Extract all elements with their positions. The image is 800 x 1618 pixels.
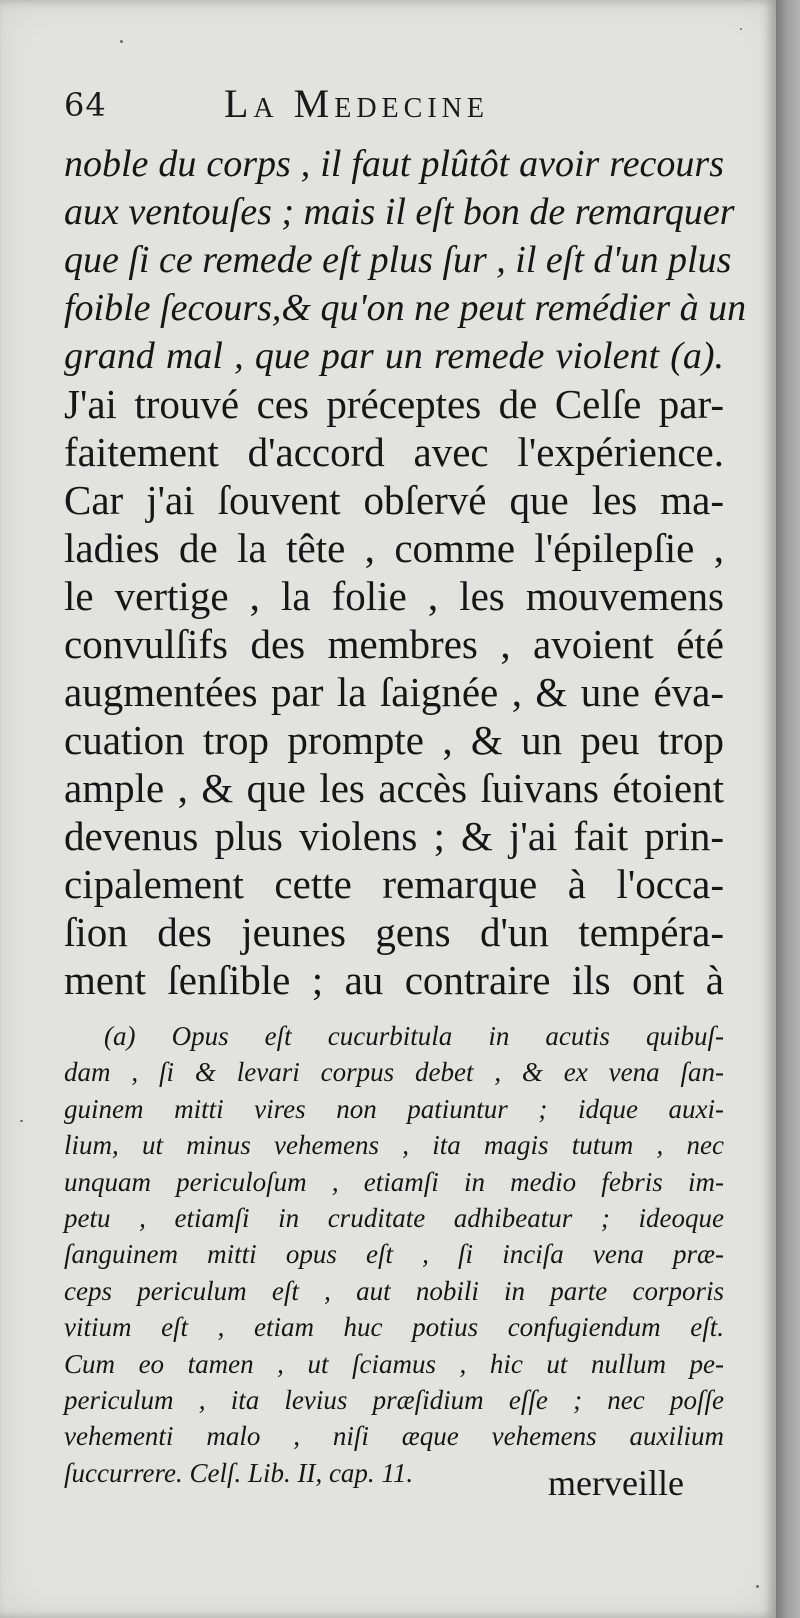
body-line: Car j'ai ſouvent obſervé que les ma- — [64, 477, 724, 523]
footnote-line: unquam periculoſum , etiamſi in medio febris im- — [64, 1166, 724, 1197]
catchword: merveille — [548, 1463, 684, 1503]
running-title: La Medecine — [224, 81, 489, 126]
body-line: augmentées par la ſaignée , & une éva- — [64, 669, 724, 715]
footnote-line: guinem mitti vires non patiuntur ; idque auxi- — [64, 1093, 724, 1124]
footnote-line: ceps periculum eſt , aut nobili in parte corporis — [64, 1275, 724, 1306]
paper-speck — [20, 1120, 23, 1122]
body-line: cipalement cette remarque à l'occa- — [64, 861, 724, 907]
body-line: ſion des jeunes gens d'un tempéra- — [64, 909, 724, 955]
running-head — [64, 80, 724, 136]
body-line: que ſi ce remede eſt plus ſur , il eſt d'un plus — [64, 239, 732, 281]
footnote-line: (a) Opus eſt cucurbitula in acutis quibuſ- — [104, 1021, 724, 1051]
body-line: convulſifs des membres , avoient été — [64, 621, 724, 667]
body-line: faitement d'accord avec l'expérience. — [64, 429, 724, 475]
footnote-line: vehementi malo , niſi æque vehemens auxilium — [64, 1421, 724, 1452]
body-line: foible ſecours,& qu'on ne peut remédier à un — [64, 287, 747, 329]
body-line: ladies de la tête , comme l'épilepſie , — [64, 525, 724, 571]
footnote-line: lium, ut minus vehemens , ita magis tutum , nec — [64, 1130, 724, 1161]
footnote-line: ſanguinem mitti opus eſt , ſi inciſa vena præ- — [64, 1239, 724, 1270]
body-line: aux ventouſes ; mais il eſt bon de remarquer — [64, 191, 735, 233]
body-line: J'ai trouvé ces préceptes de Celſe par- — [64, 381, 724, 427]
paper-speck — [756, 1585, 759, 1588]
footnote-line: vitium eſt , etiam huc potius confugiendum eſt. — [64, 1312, 724, 1343]
body-line: cuation trop prompte , & un peu trop — [64, 717, 724, 763]
footnote — [64, 1018, 724, 1491]
paper-speck — [120, 40, 123, 43]
body-line: le vertige , la folie , les mouvemens — [64, 573, 724, 619]
body-text — [64, 140, 747, 1004]
page-edge — [776, 0, 800, 1618]
body-line: ample , & que les accès ſuivans étoient — [64, 765, 724, 811]
body-line: noble du corps , il faut plûtôt avoir recours — [64, 143, 724, 185]
paper-speck — [740, 28, 742, 30]
footnote-line: petu , etiamſi in cruditate adhibeatur ; ideoque — [64, 1202, 724, 1233]
footnote-line: dam , ſi & levari corpus debet , & ex vena ſan- — [64, 1057, 724, 1088]
footnote-line: ſuccurrere. Celſ. Lib. II, cap. 11. — [64, 1457, 414, 1488]
footnote-line: periculum , ita levius præſidium eſſe ; nec poſſe — [64, 1384, 724, 1415]
body-line: devenus plus violens ; & j'ai fait prin- — [64, 813, 724, 859]
footnote-line: Cum eo tamen , ut ſciamus , hic ut nullum pe- — [64, 1348, 724, 1379]
body-line: grand mal , que par un remede violent (a). — [64, 335, 724, 377]
body-line: ment ſenſible ; au contraire ils ont à — [64, 957, 724, 1003]
page-number: 64 — [64, 86, 107, 124]
